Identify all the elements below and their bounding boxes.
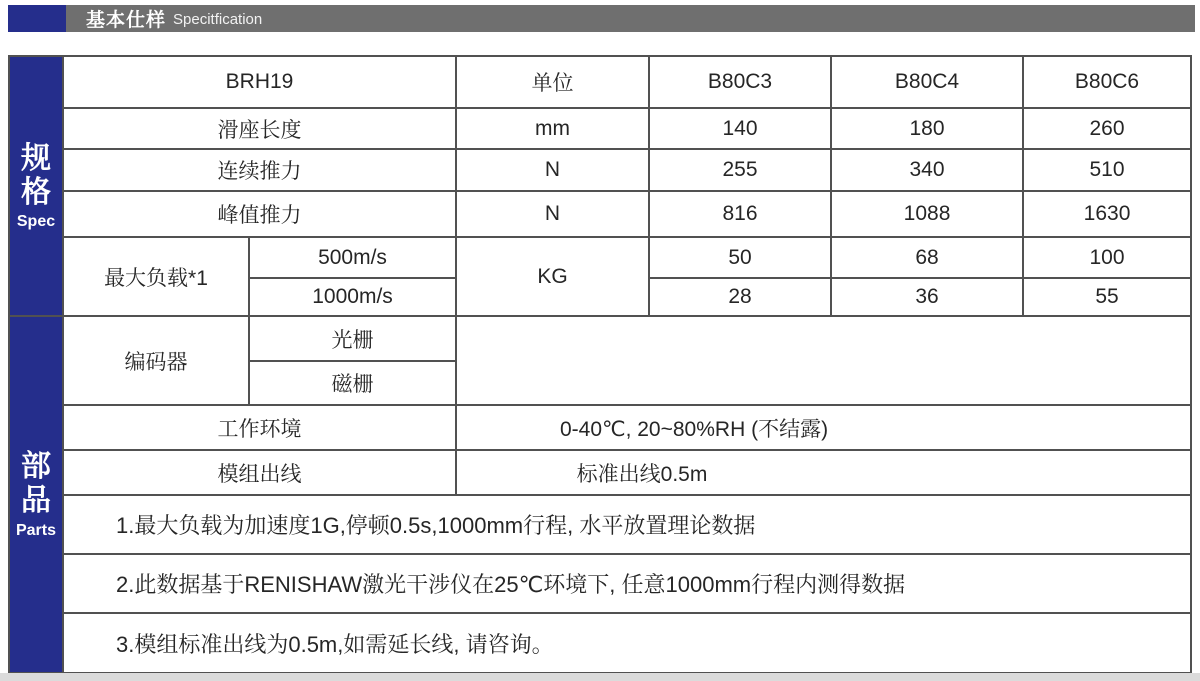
row-label-peak-thrust: 峰值推力	[63, 191, 456, 237]
value-cell: 180	[831, 108, 1023, 149]
table-row	[9, 191, 1191, 237]
note-1: 1.最大负载为加速度1G,停顿0.5s,1000mm行程, 水平放置理论数据	[63, 495, 1191, 554]
speed-label-cell: 1000m/s	[249, 278, 456, 316]
sidebar-section-spec	[9, 56, 63, 316]
table-row	[9, 56, 1191, 108]
encoder-type-cell: 磁栅	[249, 361, 456, 405]
table-row	[9, 450, 1191, 495]
value-cell: 510	[1023, 149, 1191, 191]
header-accent-block	[8, 5, 66, 32]
table-row	[9, 108, 1191, 149]
value-cell: 816	[649, 191, 831, 237]
table-row	[9, 405, 1191, 450]
model-column-header: B80C3	[649, 56, 831, 108]
cable-value: 标准出线0.5m	[576, 462, 708, 486]
value-cell: 100	[1023, 237, 1191, 278]
table-row	[9, 495, 1191, 554]
row-label-max-load: 最大负载*1	[63, 237, 249, 316]
spec-table	[8, 55, 1192, 674]
value-cell: 255	[649, 149, 831, 191]
value-cell: 1088	[831, 191, 1023, 237]
model-column-header: B80C6	[1023, 56, 1191, 108]
table-row	[9, 237, 1191, 278]
value-cell: 1630	[1023, 191, 1191, 237]
table-row	[9, 316, 1191, 361]
model-column-header: B80C4	[831, 56, 1023, 108]
value-cell: 68	[831, 237, 1023, 278]
table-row	[9, 149, 1191, 191]
table-row	[9, 554, 1191, 613]
sidebar-parts-label-en: Parts	[15, 521, 57, 539]
unit-cell: N	[456, 149, 649, 191]
model-name-cell: BRH19	[63, 56, 456, 108]
row-label-work-env: 工作环境	[63, 405, 456, 450]
sidebar-parts-label-cn: 部品	[21, 450, 51, 517]
row-label-cable: 模组出线	[63, 450, 456, 495]
note-2: 2.此数据基于RENISHAW激光干涉仪在25℃环境下, 任意1000mm行程内测得数据	[63, 554, 1191, 613]
encoder-type-cell: 光栅	[249, 316, 456, 361]
row-label-slider-length: 滑座长度	[63, 108, 456, 149]
value-cell: 55	[1023, 278, 1191, 316]
unit-header-cell: 单位	[456, 56, 649, 108]
value-cell: 36	[831, 278, 1023, 316]
unit-cell: N	[456, 191, 649, 237]
encoder-empty-cell	[456, 316, 1191, 405]
section-title-en: Specitfication	[173, 11, 263, 28]
value-cell: 28	[649, 278, 831, 316]
value-cell: 50	[649, 237, 831, 278]
row-label-continuous-thrust: 连续推力	[63, 149, 456, 191]
bottom-edge-strip	[0, 673, 1200, 681]
sidebar-spec-label-en: Spec	[16, 213, 56, 231]
unit-cell: mm	[456, 108, 649, 149]
sidebar-section-parts	[9, 316, 63, 673]
speed-label-cell: 500m/s	[249, 237, 456, 278]
value-cell: 140	[649, 108, 831, 149]
work-env-value-cell	[456, 405, 1191, 450]
row-label-encoder: 编码器	[63, 316, 249, 405]
sidebar-spec-label-cn: 规格	[21, 141, 51, 209]
note-3: 3.模组标准出线为0.5m,如需延长线, 请咨询。	[63, 613, 1191, 673]
section-title-cn: 基本仕样	[86, 10, 167, 31]
cable-value-cell	[456, 450, 1191, 495]
table-row	[9, 613, 1191, 673]
value-cell: 260	[1023, 108, 1191, 149]
value-cell: 340	[831, 149, 1023, 191]
work-env-value: 0-40℃, 20~80%RH (不结露)	[559, 417, 829, 441]
unit-cell: KG	[456, 237, 649, 316]
section-header-bar	[8, 5, 1195, 32]
